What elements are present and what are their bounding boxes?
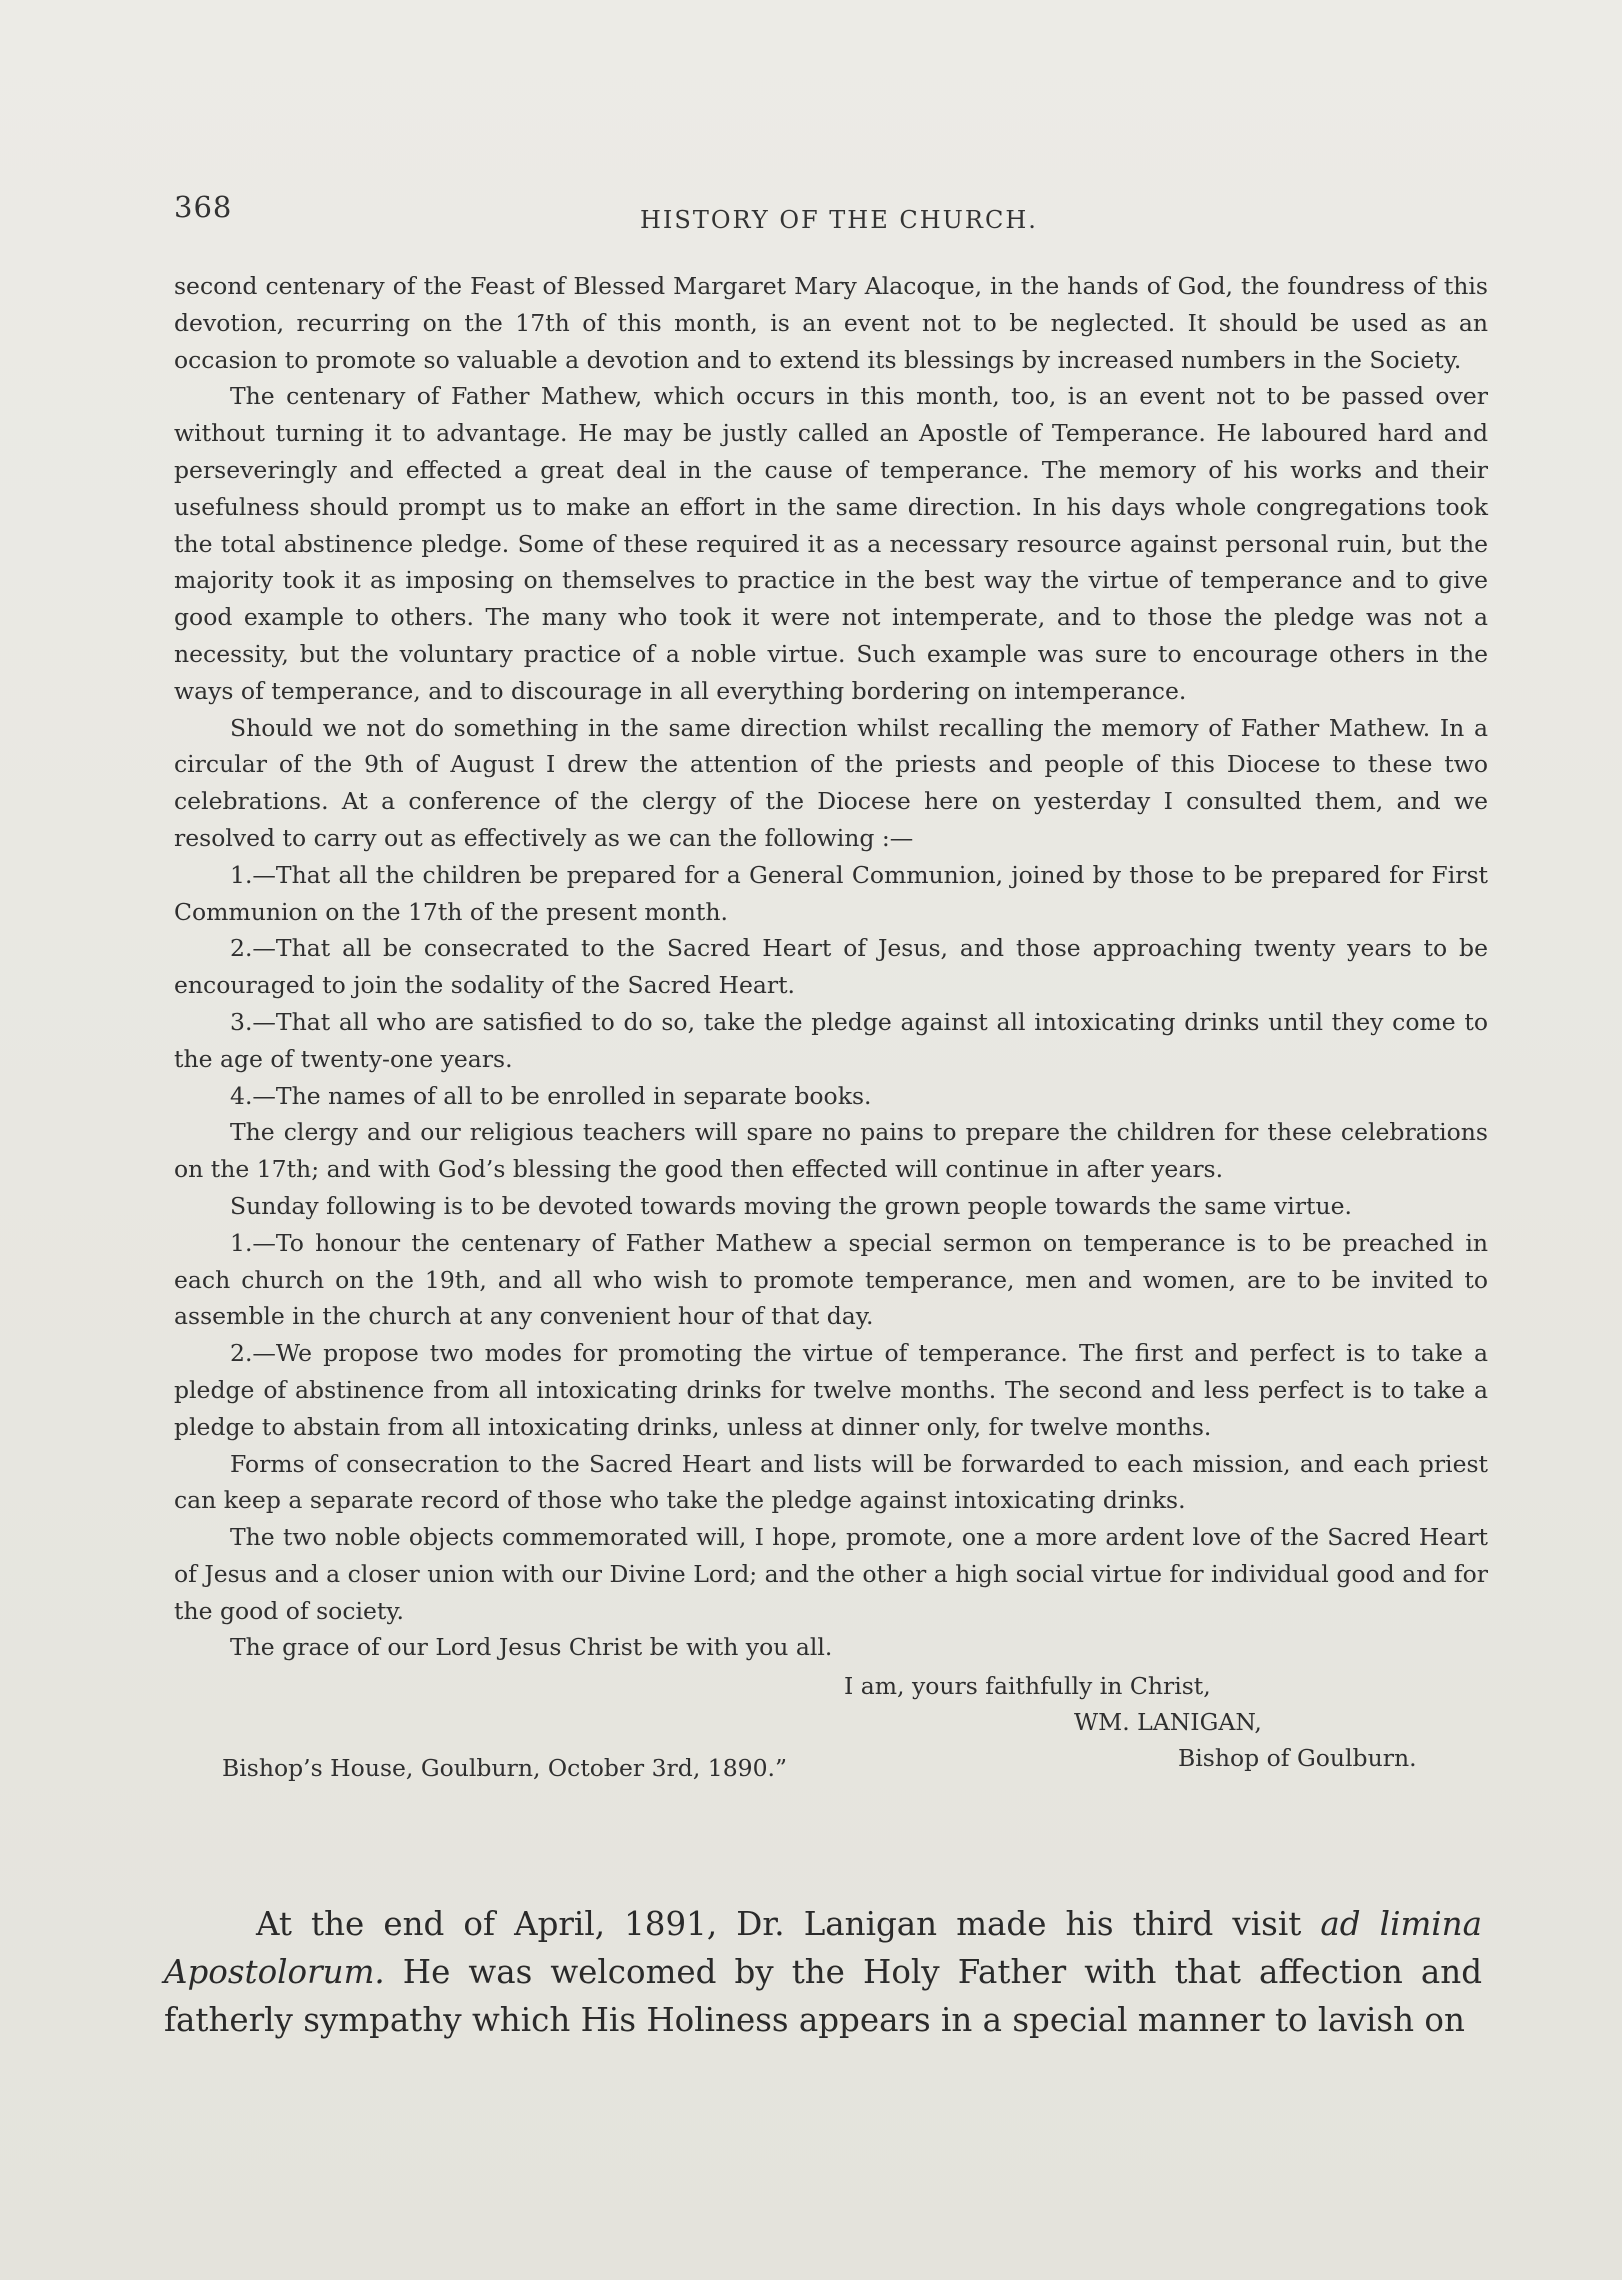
signatory-title: Bishop of Goulburn. bbox=[1178, 1744, 1417, 1773]
place-date: Bishop’s House, Goulburn, October 3rd, 1890.” bbox=[222, 1754, 788, 1783]
signature-block bbox=[174, 1666, 1488, 1783]
paragraph: The centenary of Father Mathew, which occurs in this month, too, is an event not to be passed over without turning it to advantage. He may be justly called an Apostle of Temperance. He laboured hard and perseveringly and effected a great deal in the cause of temperance. The memory of his works and their usefulness should prompt us to make an effort in the same direction. In his days whole congregations took the total abstinence pledge. Some of these required it as a necessary resource against personal ruin, but the majority took it as imposing on themselves to practice in the best way the virtue of temperance and to give good example to others. The many who took it were not intemperate, and to those the pledge was not a necessity, but the voluntary practice of a noble virtue. Such example was sure to encourage others in the ways of temperance, and to discourage in all everything bordering on intemperance. bbox=[174, 382, 1488, 705]
paragraph: The two noble objects commemorated will, I hope, promote, one a more ardent love of the Sacred Heart of Jesus and a closer union with our Divine Lord; and the other a high social virtue for individual good and for the good of society. bbox=[174, 1523, 1488, 1625]
paragraph: Forms of consecration to the Sacred Heart and lists will be forwarded to each mission, and each priest can keep a separate record of those who take the pledge against intoxicating drinks. bbox=[174, 1449, 1488, 1515]
list-item: 4.—The names of all to be enrolled in separate books. bbox=[230, 1081, 872, 1110]
narrative-paragraph bbox=[164, 1900, 1482, 2044]
page-number: 368 bbox=[174, 190, 233, 224]
letter-body bbox=[174, 268, 1488, 1783]
narrative-text-part: He was welcomed by the Holy Father with that affection and fatherly sympathy which His Holiness appears in a special manner to lavish on bbox=[164, 1953, 1482, 2039]
list-item: 1.—That all the children be prepared for a General Communion, joined by those to be prepared for First Communion on the 17th of the present month. bbox=[174, 860, 1488, 926]
paragraph: The clergy and our religious teachers will spare no pains to prepare the children for these celebrations on the 17th; and with God’s blessing the good then effected will continue in after years. bbox=[174, 1118, 1488, 1184]
paragraph: The grace of our Lord Jesus Christ be with you all. bbox=[230, 1633, 833, 1662]
signatory-name: WM. LANIGAN, bbox=[1074, 1708, 1262, 1737]
list-item: 2.—That all be consecrated to the Sacred Heart of Jesus, and those approaching twenty years to be encouraged to join the sodality of the Sacred Heart. bbox=[174, 934, 1488, 1000]
closing-line: I am, yours faithfully in Christ, bbox=[844, 1672, 1211, 1701]
narrative-text bbox=[164, 1900, 1482, 2044]
list-item: 3.—That all who are satisfied to do so, take the pledge against all intoxicating drinks until they come to the age of twenty-one years. bbox=[174, 1007, 1488, 1073]
paragraph: second centenary of the Feast of Blessed Margaret Mary Alacoque, in the hands of God, the foundress of this devotion, recurring on the 17th of this month, is an event not to be neglected. It should be used as an occasion to promote so valuable a devotion and to extend its blessings by increased numbers in the Society. bbox=[174, 272, 1488, 374]
running-head: HISTORY OF THE CHURCH. bbox=[640, 206, 1038, 234]
list-item: 1.—To honour the centenary of Father Mathew a special sermon on temperance is to be preached in each church on the 19th, and all who wish to promote temperance, men and women, are to be invited to assemble in the church at any convenient hour of that day. bbox=[174, 1228, 1488, 1331]
latin-phrase: ad limina Apostolorum. bbox=[164, 1905, 1482, 1991]
paragraph: Should we not do something in the same direction whilst recalling the memory of Father Mathew. In a circular of the 9th of August I drew the attention of the priests and people of this Diocese to these two celebrations. At a conference of the clergy of the Diocese here on yesterday I consulted them, and we resolved to carry out as effectively as we can the following :— bbox=[174, 713, 1488, 852]
paragraph: Sunday following is to be devoted towards moving the grown people towards the same virtue. bbox=[230, 1191, 1352, 1220]
list-item: 2.—We propose two modes for promoting the virtue of temperance. The first and perfect is to take a pledge of abstinence from all intoxicating drinks for twelve months. The second and less perfect is to take a pledge to abstain from all intoxicating drinks, unless at dinner only, for twelve months. bbox=[174, 1339, 1488, 1441]
narrative-text-part: At the end of April, 1891, Dr. Lanigan made his third visit bbox=[256, 1905, 1321, 1943]
